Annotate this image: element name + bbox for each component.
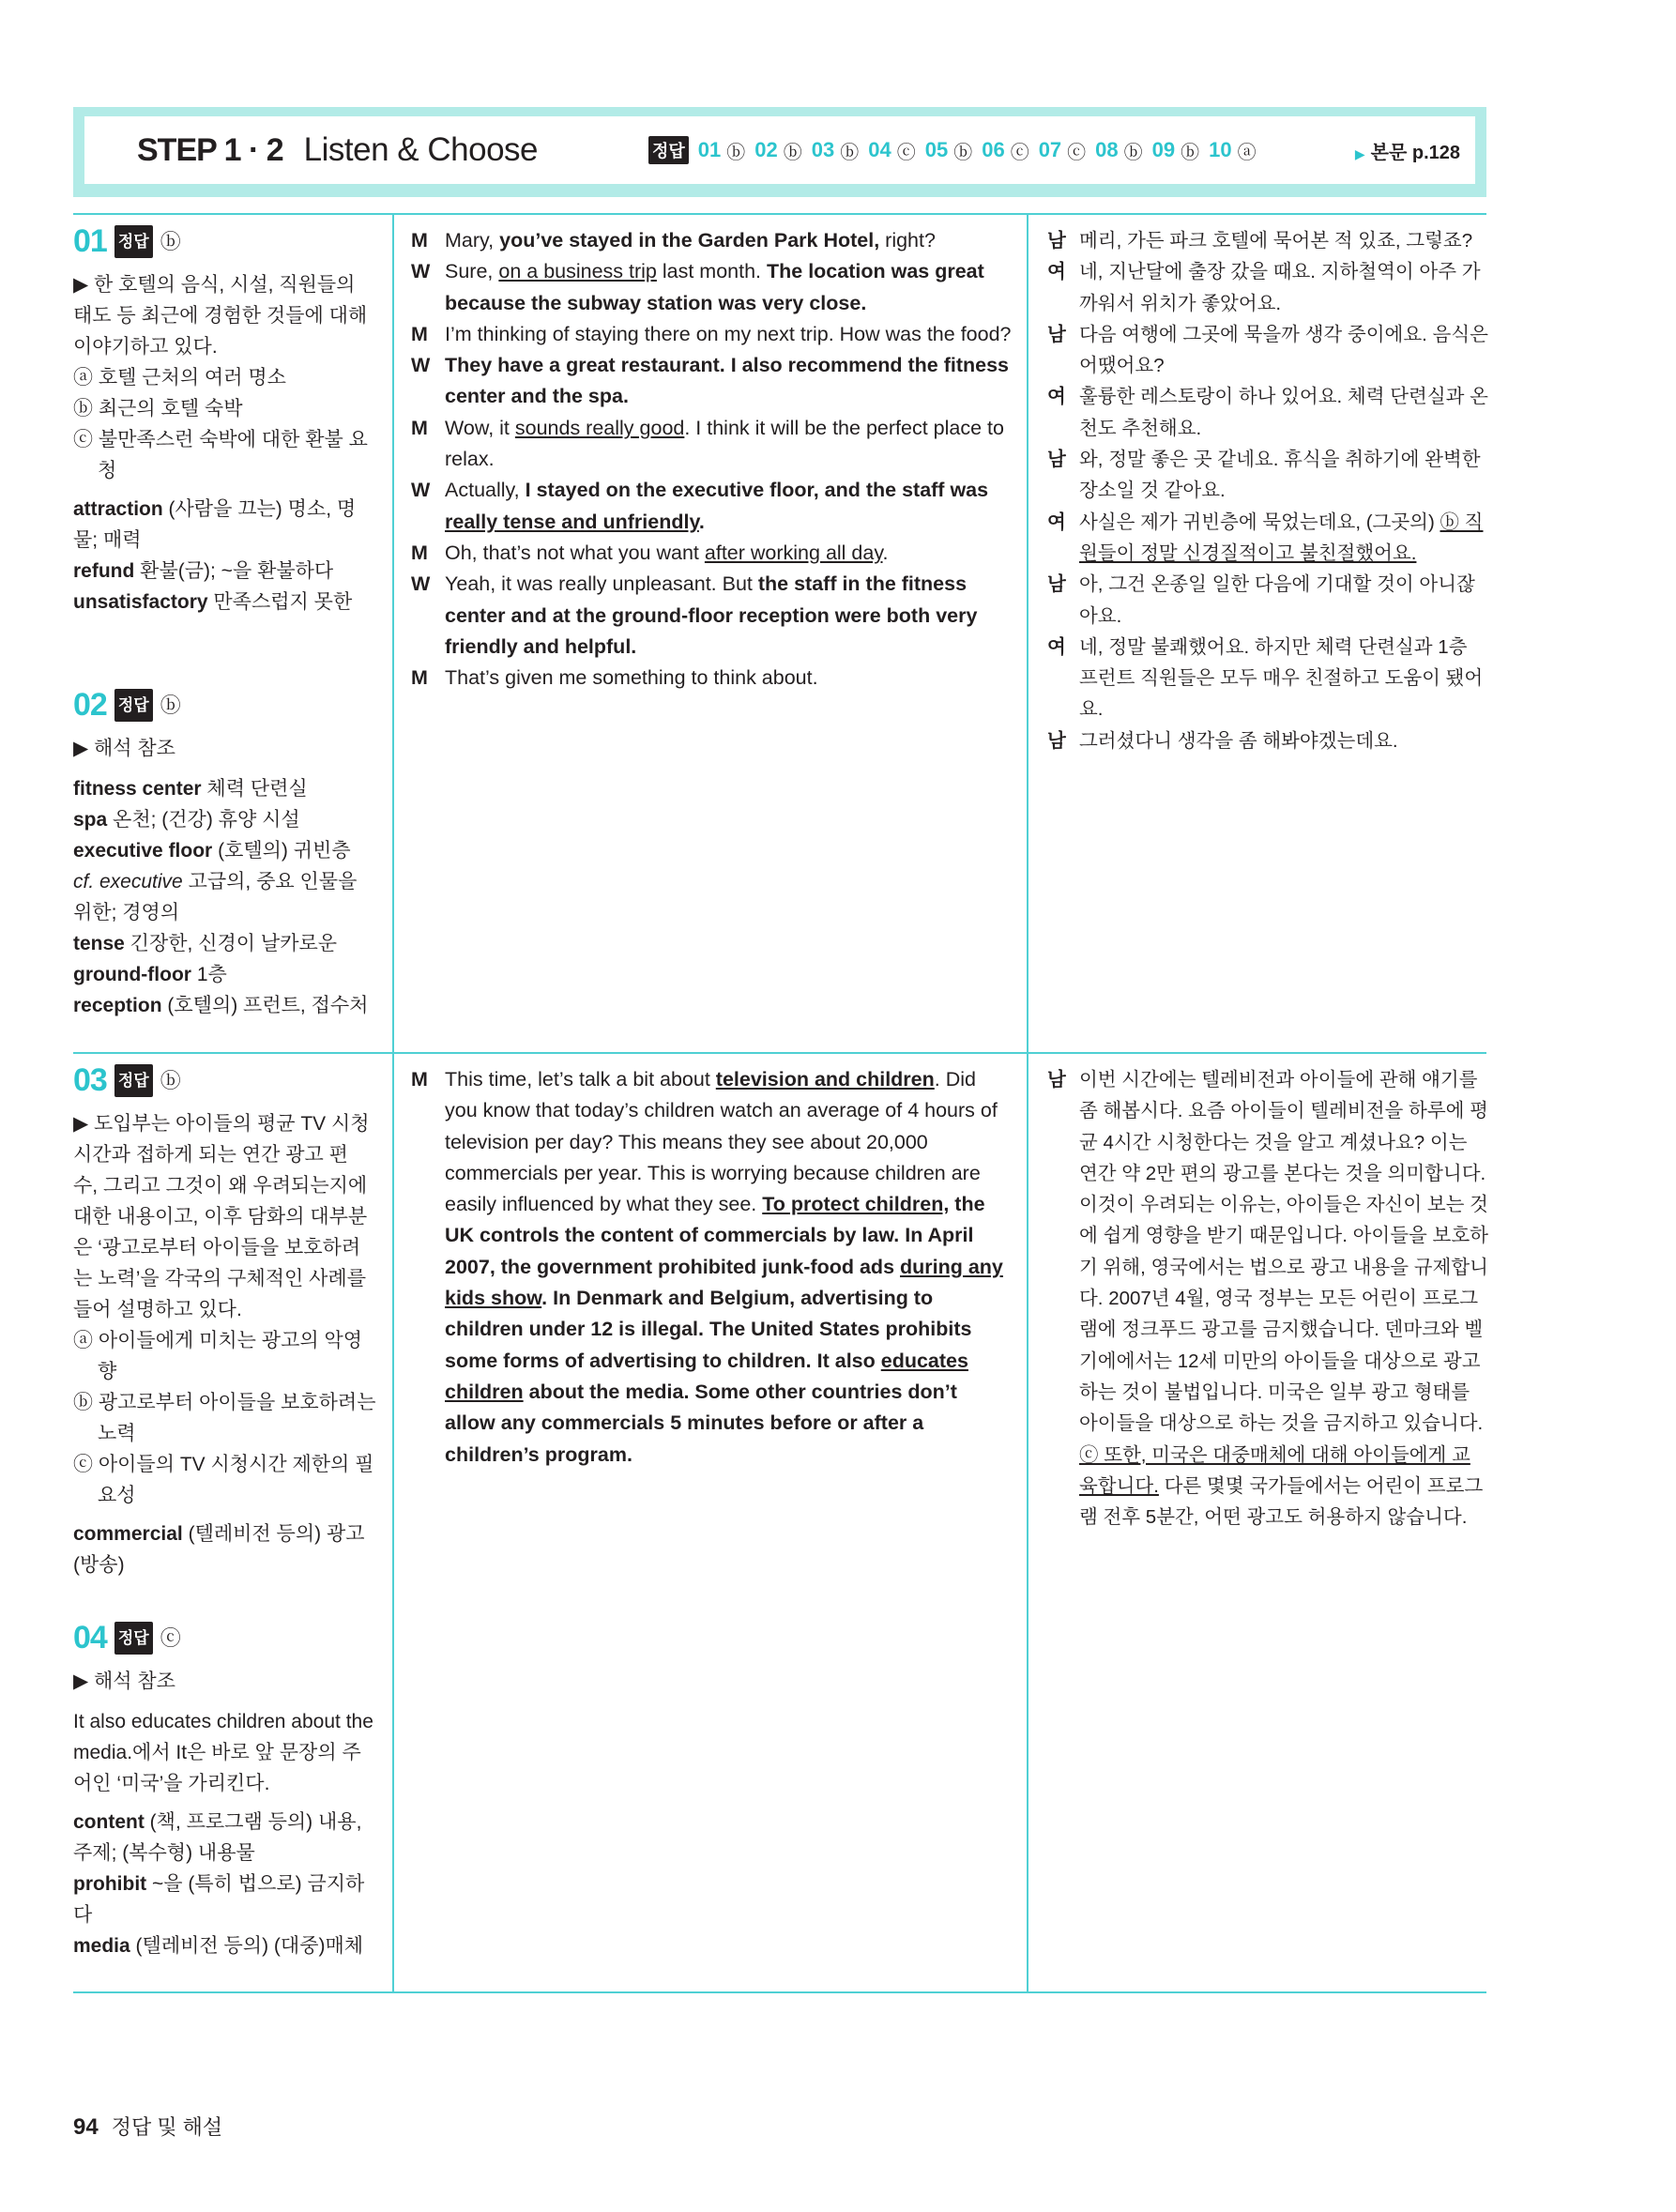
option-c: ⓒ 불만족스런 숙박에 대한 환불 요청 <box>73 429 368 481</box>
page-footer <box>73 2112 222 2141</box>
text-bold: about the media. Some other countries don’t allow any commercials 5 minutes before or after a children’s program. <box>445 1380 957 1466</box>
dialog-text: That’s given me something to think about. <box>445 666 818 690</box>
divider <box>73 1991 1486 1993</box>
text-run: last month. <box>656 260 767 283</box>
translation-text: 다음 여행에 그곳에 묵을까 생각 중이에요. 음식은 어땠어요? <box>1079 323 1488 377</box>
text-bold: . In Denmark and Belgium, advertising to children under 12 is illegal. The United States prohibits some forms of advertising to children. It also <box>445 1287 972 1372</box>
text-run: Mary, <box>445 229 500 252</box>
vocab-item <box>73 587 377 618</box>
vocab-meaning: (호텔의) 프런트, 접수처 <box>167 995 369 1016</box>
speaker: 남 <box>1047 1069 1066 1091</box>
answer-letter: ⓑ <box>840 142 860 163</box>
dialog-line <box>411 350 1012 413</box>
translation-text: 와, 정말 좋은 곳 같네요. 휴식을 취하기에 완벽한 장소일 것 같아요. <box>1079 449 1481 502</box>
vocab-meaning: (텔레비전 등의) (대중)매체 <box>135 1935 364 1957</box>
translation-line <box>1047 319 1488 382</box>
dialog-text <box>445 569 1012 663</box>
question-description: ▶ 해석 참조 <box>73 738 175 759</box>
speaker: 남 <box>1047 323 1066 345</box>
vocab-word: spa <box>73 809 108 831</box>
divider <box>73 213 1486 215</box>
translation-text: 훌륭한 레스토랑이 하나 있어요. 체력 단련실과 온천도 추천해요. <box>1079 386 1488 439</box>
question-note: It also educates children about the media.에서 It은 바로 앞 문장의 주어인 ‘미국’을 가리킨다. <box>73 1711 373 1794</box>
speaker: M <box>411 229 428 252</box>
vocab-list <box>73 773 377 1021</box>
question-01 <box>73 225 377 618</box>
text-bold-underline: television and children <box>715 1068 935 1091</box>
text-underline: after working all day <box>704 541 883 564</box>
question-description: ▶ 해석 참조 <box>73 1670 175 1692</box>
speaker: 여 <box>1047 635 1066 658</box>
vocab-list <box>73 1807 377 1961</box>
translation-line <box>1047 225 1488 256</box>
text-run: This time, let’s talk a bit about <box>445 1068 716 1091</box>
text-bold-underline: educates children <box>445 1349 968 1403</box>
question-header <box>73 1064 377 1097</box>
question-header <box>73 1622 377 1655</box>
text-run: 다른 몇몇 국가들에서는 어린이 프로그램 전후 5분간, 어떤 광고도 허용하지 않습니다. <box>1079 1474 1484 1529</box>
vocab-word: reception <box>73 995 162 1016</box>
answer-letter: ⓑ <box>160 230 181 253</box>
text-run: Oh, that’s not what you want <box>445 541 705 564</box>
translation-text: 네, 지난달에 출장 갔을 때요. 지하철역이 아주 가까워서 위치가 좋았어요. <box>1079 261 1481 314</box>
translation-line <box>1047 507 1488 570</box>
answer-number: 05 <box>924 138 949 161</box>
translation-text: 메리, 가든 파크 호텔에 묵어본 적 있죠, 그렇죠? <box>1079 230 1473 252</box>
answer-letter: ⓑ <box>1181 142 1200 163</box>
dialog-text <box>445 475 1012 538</box>
vocab-meaning: 체력 단련실 <box>206 778 308 800</box>
answer-letter: ⓒ <box>1067 142 1087 163</box>
dialog-line <box>411 475 1012 538</box>
vocab-word: executive floor <box>73 840 213 862</box>
text-run: right? <box>879 229 936 252</box>
dialog-line <box>411 225 1012 256</box>
page-reference-label: 본문 p.128 <box>1370 142 1460 163</box>
translation-text: 네, 정말 불쾌했어요. 하지만 체력 단련실과 1층 프런트 직원들은 모두 매우 친절하고 도움이 됐어요. <box>1079 635 1484 721</box>
translation-line <box>1047 444 1488 507</box>
text-run: 사실은 제가 귀빈층에 묵었는데요, (그곳의) <box>1079 511 1440 533</box>
divider <box>73 1052 1486 1054</box>
answer-badge: 정답 <box>648 136 689 164</box>
vocab-meaning: 긴장한, 신경이 날카로운 <box>130 933 338 954</box>
text-underline: on a business trip <box>498 260 657 283</box>
answer-letter: ⓑ <box>1123 142 1143 163</box>
answer-number: 08 <box>1095 138 1119 161</box>
answer-number: 03 <box>811 138 835 161</box>
translation-line <box>1047 256 1488 319</box>
speaker: W <box>411 354 431 377</box>
text-run: . Did you know that today’s children watch an average of 4 hours of television per day? This means they see about 20,000 commercials per year. This is worrying because children are easily influenced by what they see. <box>445 1068 998 1216</box>
question-description: ▶ 도입부는 아이들의 평균 TV 시청 시간과 접하게 되는 연간 광고 편 수, 그리고 그것이 왜 우려되는지에 대한 내용이고, 이후 담화의 대부분은 ‘광고로부터 아이들을 보호하려는 노력’을 각국의 구체적인 사례를 들어 설명하고 있다. <box>73 1113 370 1320</box>
speaker: 남 <box>1047 449 1066 471</box>
answer-number: 10 <box>1209 138 1232 161</box>
answer-key <box>648 136 1266 164</box>
question-03 <box>73 1064 377 1580</box>
vocab-word: refund <box>73 560 135 582</box>
speaker: W <box>411 572 431 596</box>
answer-letter: ⓑ <box>160 694 181 717</box>
speaker: M <box>411 322 428 345</box>
dialog-line <box>411 663 1012 694</box>
vocab-item <box>73 773 377 804</box>
speaker: 남 <box>1047 573 1066 596</box>
vocab-meaning: 환불(금); ~을 환불하다 <box>140 560 334 582</box>
triangle-right-icon: ▶ <box>1354 145 1365 161</box>
vocab-word: prohibit <box>73 1873 147 1895</box>
footer-label: 정답 및 해설 <box>111 2115 223 2139</box>
vocab-meaning: 온천; (건강) 휴양 시설 <box>113 809 300 831</box>
dialog-text: I’m thinking of staying there on my next trip. How was the food? <box>445 322 1012 345</box>
speaker: W <box>411 260 431 283</box>
answer-number: 02 <box>754 138 778 161</box>
vocab-word: unsatisfactory <box>73 591 208 613</box>
text-bold: you’ve stayed in the Garden Park Hotel, <box>499 229 880 252</box>
vocab-word: attraction <box>73 498 163 520</box>
vocab-word: media <box>73 1935 130 1957</box>
step-title: Listen & Choose <box>303 131 538 168</box>
text-bold: The location was great because the subway station was very close. <box>445 260 984 314</box>
vocab-item <box>73 1807 377 1869</box>
vocab-item <box>73 556 377 587</box>
dialog-text <box>445 1064 1012 1471</box>
text-run: . <box>882 541 889 564</box>
dialog-text <box>445 256 1012 319</box>
text-bold: the UK controls the content of commercials by law. In April 2007, the government prohibited junk-food ads <box>445 1193 985 1278</box>
question-number: 02 <box>73 687 107 723</box>
vocab-meaning: (호텔의) 귀빈층 <box>218 840 351 862</box>
text-bold: I stayed on the executive floor, and the staff was <box>525 479 989 502</box>
vocab-word: fitness center <box>73 778 202 800</box>
translation-line <box>1047 632 1488 725</box>
speaker: 남 <box>1047 729 1066 752</box>
translation-line <box>1047 569 1488 632</box>
translation-text: 아, 그건 온종일 일한 다음에 기대할 것이 아니잖아요. <box>1079 573 1475 627</box>
answer-badge: 정답 <box>114 225 153 258</box>
vocab-word: tense <box>73 933 125 954</box>
answer-badge: 정답 <box>114 689 153 722</box>
speaker: M <box>411 416 428 439</box>
step-header <box>73 107 1486 197</box>
vocab-meaning: 만족스럽지 못한 <box>213 591 353 613</box>
translation-text <box>1079 507 1488 570</box>
question-header <box>73 689 377 722</box>
dialog-text <box>445 538 888 569</box>
option-a: ⓐ 호텔 근처의 여러 명소 <box>73 367 286 389</box>
text-run: 이번 시간에는 텔레비전과 아이들에 관해 얘기를 좀 해봅시다. 요즘 아이들이 텔레비전을 하루에 평균 4시간 시청한다는 것을 알고 계셨나요? 이는 연간 약 2만 편의 광고를 본다는 것을 의미합니다. 이것이 우려되는 이유는, 아이들은 자신이 보는 것에 쉽게 영향을 받기 때문입니다. 아이들을 보호하기 위해, 영국에서는 법으로 광고 내용을 규제합니다. 2007년 4월, 영국 정부는 모든 어린이 프로그램에 정크푸드 광고를 금지했습니다. 덴마크와 벨기에에서는 12세 미만의 아이들을 대상으로 광고하는 것이 불법입니다. 미국은 일부 광고 형태를 아이들을 대상으로 하는 것을 금지하고 있습니다. <box>1079 1069 1488 1435</box>
text-underline: sounds really good <box>514 416 685 439</box>
translation-line <box>1047 1064 1488 1533</box>
speaker: 여 <box>1047 386 1066 408</box>
text-underline: ⓑ 직원들이 정말 신경질적이고 불친절했어요. <box>1079 511 1484 564</box>
option-c: ⓒ 아이들의 TV 시청시간 제한의 필요성 <box>73 1454 374 1506</box>
column-divider <box>392 213 394 1993</box>
page-reference[interactable] <box>1355 137 1460 164</box>
translation-1 <box>1047 225 1488 756</box>
vocab-item <box>73 959 377 990</box>
dialog-line <box>411 256 1012 319</box>
translation-text <box>1079 1064 1488 1533</box>
speaker: W <box>411 479 431 502</box>
dialog-line <box>411 413 1012 476</box>
vocab-item <box>73 928 377 959</box>
vocab-meaning: (텔레비전 등의) 광고(방송) <box>73 1523 365 1576</box>
vocab-meaning: ~을 (특히 법으로) 금지하다 <box>73 1873 365 1926</box>
answer-letter: ⓑ <box>783 142 802 163</box>
answer-letter: ⓐ <box>1237 142 1257 163</box>
answer-letter: ⓑ <box>726 142 746 163</box>
translation-text: 그러셨다니 생각을 좀 해봐야겠는데요. <box>1079 729 1398 752</box>
speaker: 남 <box>1047 230 1066 252</box>
speaker: M <box>411 541 428 564</box>
dialog-text <box>445 413 1012 476</box>
answer-letter: ⓒ <box>896 142 916 163</box>
vocab-item <box>73 1869 377 1930</box>
vocab-meaning: 고급의, 중요 인물을 위한; 경영의 <box>73 871 358 923</box>
dialog-line <box>411 319 1012 350</box>
dialog-line <box>411 569 1012 663</box>
question-number: 03 <box>73 1062 107 1098</box>
dialog-line <box>411 538 1012 569</box>
question-description: ▶ 한 호텔의 음식, 시설, 직원들의 태도 등 최근에 경험한 것들에 대해 이야기하고 있다. <box>73 274 368 358</box>
text-run: Yeah, it was really unpleasant. But <box>445 572 758 596</box>
text-bold-underline: To protect children, <box>762 1193 950 1216</box>
vocab-word: ground-floor <box>73 964 191 985</box>
translation-line <box>1047 725 1488 756</box>
answer-letter: ⓒ <box>160 1626 181 1650</box>
vocab-item <box>73 1930 377 1961</box>
vocab-meaning: (책, 프로그램 등의) 내용, 주제; (복수형) 내용물 <box>73 1811 362 1864</box>
question-04 <box>73 1622 377 1961</box>
question-02 <box>73 689 377 1021</box>
vocab-list <box>73 1518 377 1580</box>
vocab-list <box>73 494 377 618</box>
answer-letter: ⓑ <box>953 142 973 163</box>
vocab-word: commercial <box>73 1523 183 1545</box>
dialog-script-1 <box>411 225 1012 694</box>
question-number: 04 <box>73 1620 107 1655</box>
answer-number: 04 <box>868 138 891 161</box>
text-run: Wow, it <box>445 416 515 439</box>
text-run: Sure, <box>445 260 499 283</box>
vocab-item <box>73 494 377 556</box>
text-bold: the staff in the fitness center and at the ground-floor reception were both very friendly and helpful. <box>445 572 978 658</box>
answer-badge: 정답 <box>114 1622 153 1655</box>
answer-number: 06 <box>982 138 1005 161</box>
translation-line <box>1047 381 1488 444</box>
text-run: . I think it will be the perfect place to relax. <box>445 416 1004 471</box>
option-b: ⓑ 최근의 호텔 숙박 <box>73 398 243 420</box>
dialog-text <box>445 225 936 256</box>
speaker: M <box>411 666 428 690</box>
answer-badge: 정답 <box>114 1064 153 1097</box>
dialog-line <box>411 1064 1012 1471</box>
speaker: 여 <box>1047 261 1066 283</box>
text-bold-underline: really tense and unfriendly <box>445 510 699 533</box>
vocab-item <box>73 1518 377 1580</box>
text-run: Actually, <box>445 479 526 502</box>
question-header <box>73 225 377 258</box>
page-number: 94 <box>73 2114 99 2140</box>
text-bold: . <box>698 510 705 533</box>
vocab-meaning: 1층 <box>196 964 227 985</box>
option-a: ⓐ 아이들에게 미치는 광고의 악영향 <box>73 1330 363 1382</box>
option-b: ⓑ 광고로부터 아이들을 보호하려는 노력 <box>73 1392 376 1444</box>
translation-2 <box>1047 1064 1488 1533</box>
text-underline: ⓒ 또한, 미국은 대중매체에 대해 아이들에게 교육합니다. <box>1079 1443 1470 1497</box>
vocab-word: cf. executive <box>73 871 183 892</box>
text-bold-underline: during any kids show <box>445 1255 1003 1310</box>
vocab-item <box>73 835 377 866</box>
vocab-meaning: (사람을 끄는) 명소, 명물; 매력 <box>73 498 357 551</box>
step-label: STEP 1 · 2 <box>137 131 283 168</box>
speaker: M <box>411 1068 428 1091</box>
answer-number: 01 <box>697 138 722 161</box>
question-number: 01 <box>73 223 107 259</box>
answer-number: 07 <box>1038 138 1062 161</box>
vocab-word: content <box>73 1811 145 1833</box>
dialog-text: They have a great restaurant. I also recommend the fitness center and the spa. <box>445 354 1010 408</box>
column-divider <box>1027 213 1028 1993</box>
step-header-inner <box>84 116 1475 184</box>
speaker: 여 <box>1047 511 1066 533</box>
answer-letter: ⓒ <box>1010 142 1029 163</box>
dialog-script-2 <box>411 1064 1012 1471</box>
vocab-item <box>73 866 377 928</box>
answer-number: 09 <box>1151 138 1176 161</box>
vocab-item <box>73 990 377 1021</box>
vocab-item <box>73 804 377 835</box>
answer-letter: ⓑ <box>160 1069 181 1092</box>
